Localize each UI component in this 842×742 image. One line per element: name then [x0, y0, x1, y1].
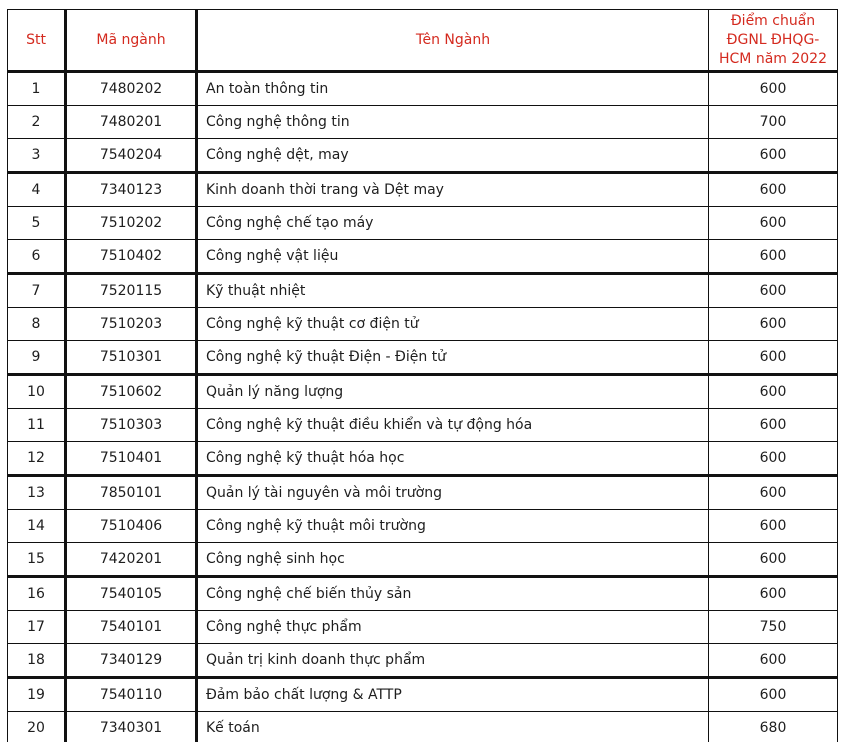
row-stt: 2 [8, 106, 66, 139]
row-cutoff-score: 750 [709, 611, 838, 644]
row-major-name: Đảm bảo chất lượng & ATTP [197, 678, 709, 712]
row-stt: 11 [8, 409, 66, 442]
table-row [8, 341, 838, 375]
row-stt: 5 [8, 207, 66, 240]
table-row [8, 409, 838, 442]
row-major-code: 7520115 [66, 274, 197, 308]
row-stt: 9 [8, 341, 66, 375]
row-cutoff-score: 600 [709, 375, 838, 409]
row-cutoff-score: 600 [709, 577, 838, 611]
row-cutoff-score: 600 [709, 139, 838, 173]
row-cutoff-score: 600 [709, 644, 838, 678]
row-major-name: Công nghệ sinh học [197, 543, 709, 577]
row-major-name: Công nghệ kỹ thuật hóa học [197, 442, 709, 476]
row-major-name: Kế toán [197, 712, 709, 742]
row-major-code: 7480201 [66, 106, 197, 139]
row-major-name: Công nghệ thực phẩm [197, 611, 709, 644]
table-row [8, 274, 838, 308]
row-major-name: Công nghệ kỹ thuật môi trường [197, 510, 709, 543]
row-major-name: Công nghệ dệt, may [197, 139, 709, 173]
row-stt: 15 [8, 543, 66, 577]
row-stt: 16 [8, 577, 66, 611]
row-stt: 1 [8, 72, 66, 106]
table-row [8, 173, 838, 207]
row-major-code: 7510602 [66, 375, 197, 409]
row-stt: 13 [8, 476, 66, 510]
row-stt: 17 [8, 611, 66, 644]
row-stt: 8 [8, 308, 66, 341]
row-major-name: Công nghệ kỹ thuật điều khiển và tự động hóa [197, 409, 709, 442]
row-cutoff-score: 600 [709, 341, 838, 375]
table-row [8, 106, 838, 139]
table-row [8, 72, 838, 106]
table-row [8, 442, 838, 476]
row-major-code: 7420201 [66, 543, 197, 577]
row-major-code: 7510406 [66, 510, 197, 543]
table-body [8, 72, 838, 742]
row-major-code: 7540105 [66, 577, 197, 611]
row-major-code: 7510301 [66, 341, 197, 375]
admission-scores-table-container [7, 9, 837, 742]
row-cutoff-score: 600 [709, 678, 838, 712]
row-cutoff-score: 680 [709, 712, 838, 742]
row-major-code: 7340123 [66, 173, 197, 207]
row-major-code: 7510203 [66, 308, 197, 341]
row-stt: 14 [8, 510, 66, 543]
row-stt: 19 [8, 678, 66, 712]
row-cutoff-score: 600 [709, 442, 838, 476]
row-major-name: Công nghệ thông tin [197, 106, 709, 139]
row-cutoff-score: 600 [709, 207, 838, 240]
table-header [8, 10, 838, 72]
row-major-code: 7540204 [66, 139, 197, 173]
row-major-code: 7510202 [66, 207, 197, 240]
row-major-code: 7340301 [66, 712, 197, 742]
row-stt: 3 [8, 139, 66, 173]
table-row [8, 712, 838, 742]
table-row [8, 577, 838, 611]
row-stt: 6 [8, 240, 66, 274]
row-major-code: 7850101 [66, 476, 197, 510]
table-row [8, 510, 838, 543]
row-major-name: Quản lý tài nguyên và môi trường [197, 476, 709, 510]
row-cutoff-score: 600 [709, 476, 838, 510]
table-row [8, 543, 838, 577]
row-stt: 18 [8, 644, 66, 678]
header-row [8, 10, 838, 72]
row-cutoff-score: 600 [709, 72, 838, 106]
table-row [8, 375, 838, 409]
row-major-name: Công nghệ chế biến thủy sản [197, 577, 709, 611]
table-row [8, 207, 838, 240]
table-row [8, 644, 838, 678]
row-cutoff-score: 700 [709, 106, 838, 139]
row-stt: 20 [8, 712, 66, 742]
row-stt: 4 [8, 173, 66, 207]
row-major-name: An toàn thông tin [197, 72, 709, 106]
row-major-name: Quản lý năng lượng [197, 375, 709, 409]
row-major-code: 7510401 [66, 442, 197, 476]
row-major-code: 7510303 [66, 409, 197, 442]
row-stt: 7 [8, 274, 66, 308]
table-row [8, 139, 838, 173]
table-row [8, 240, 838, 274]
row-major-name: Quản trị kinh doanh thực phẩm [197, 644, 709, 678]
row-cutoff-score: 600 [709, 240, 838, 274]
row-major-name: Công nghệ chế tạo máy [197, 207, 709, 240]
table-row [8, 611, 838, 644]
header-stt: Stt [8, 10, 66, 72]
row-cutoff-score: 600 [709, 173, 838, 207]
row-major-code: 7540110 [66, 678, 197, 712]
row-stt: 10 [8, 375, 66, 409]
header-major-name: Tên Ngành [197, 10, 709, 72]
row-major-code: 7540101 [66, 611, 197, 644]
row-major-code: 7340129 [66, 644, 197, 678]
row-major-name: Công nghệ kỹ thuật Điện - Điện tử [197, 341, 709, 375]
table-row [8, 678, 838, 712]
row-major-name: Công nghệ vật liệu [197, 240, 709, 274]
row-major-code: 7510402 [66, 240, 197, 274]
admission-scores-table [7, 9, 838, 742]
row-cutoff-score: 600 [709, 543, 838, 577]
row-cutoff-score: 600 [709, 409, 838, 442]
row-stt: 12 [8, 442, 66, 476]
row-major-name: Kinh doanh thời trang và Dệt may [197, 173, 709, 207]
header-major-code: Mã ngành [66, 10, 197, 72]
row-cutoff-score: 600 [709, 308, 838, 341]
row-cutoff-score: 600 [709, 274, 838, 308]
row-major-name: Kỹ thuật nhiệt [197, 274, 709, 308]
row-major-name: Công nghệ kỹ thuật cơ điện tử [197, 308, 709, 341]
table-row [8, 476, 838, 510]
table-row [8, 308, 838, 341]
row-cutoff-score: 600 [709, 510, 838, 543]
header-cutoff-score: Điểm chuẩn ĐGNL ĐHQG-HCM năm 2022 [709, 10, 838, 72]
row-major-code: 7480202 [66, 72, 197, 106]
